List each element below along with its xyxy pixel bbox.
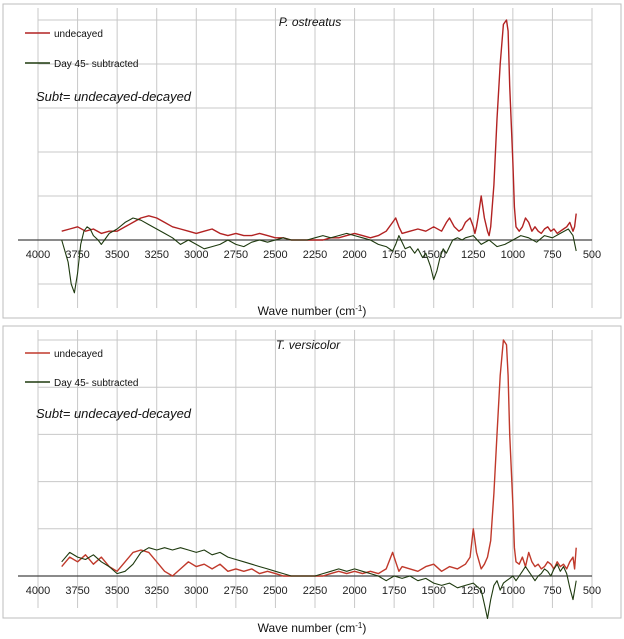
x-tick-label: 3000 bbox=[184, 585, 209, 597]
x-tick-label: 1000 bbox=[500, 249, 526, 261]
panel-frame bbox=[3, 326, 621, 618]
x-tick-label: 2500 bbox=[263, 249, 288, 261]
series-line-undecayed bbox=[62, 340, 577, 576]
legend bbox=[25, 349, 139, 389]
x-tick-label: 1750 bbox=[381, 585, 407, 597]
chart-title: P. ostreatus bbox=[278, 15, 342, 29]
x-tick-label: 1250 bbox=[461, 249, 486, 261]
x-tick-label: 2750 bbox=[223, 249, 249, 261]
legend-label: Day 45- subtracted bbox=[54, 59, 139, 70]
x-axis-label: Wave number $(cm^{-1})$ bbox=[257, 303, 367, 318]
legend-label: undecayed bbox=[54, 349, 103, 360]
x-tick-label: 3250 bbox=[144, 249, 169, 261]
x-tick-label: 3000 bbox=[184, 249, 209, 261]
legend-label: undecayed bbox=[54, 29, 103, 40]
x-tick-label: 4000 bbox=[25, 585, 51, 597]
x-tick-label: 1500 bbox=[421, 585, 446, 597]
x-tick-label: 2750 bbox=[223, 585, 249, 597]
x-tick-label: 2250 bbox=[302, 585, 328, 597]
x-tick-label: 500 bbox=[582, 249, 602, 261]
x-tick-label: 1750 bbox=[381, 249, 407, 261]
x-tick-label: 4000 bbox=[25, 249, 51, 261]
x-tick-label: 1250 bbox=[461, 585, 486, 597]
x-tick-label: 3500 bbox=[104, 249, 130, 261]
x-tick-label: 3750 bbox=[65, 249, 90, 261]
panel-frame bbox=[3, 4, 621, 318]
x-tick-label: 2000 bbox=[342, 585, 367, 597]
x-tick-label: 750 bbox=[543, 249, 562, 261]
series-line-undecayed bbox=[62, 20, 577, 240]
x-tick-label: 2000 bbox=[342, 249, 367, 261]
x-tick-label: 2250 bbox=[302, 249, 328, 261]
chart-panel-p-ostreatus bbox=[3, 4, 621, 318]
x-tick-label: 1500 bbox=[421, 249, 446, 261]
x-tick-label: 750 bbox=[543, 585, 562, 597]
x-tick-label: 500 bbox=[582, 585, 602, 597]
legend-label: Day 45- subtracted bbox=[54, 378, 139, 389]
x-axis-label: Wave number $(cm^{-1})$ bbox=[257, 620, 367, 635]
series-line-day45-subtracted bbox=[62, 548, 577, 619]
x-tick-label: 3250 bbox=[144, 585, 169, 597]
x-tick-label: 3500 bbox=[104, 585, 130, 597]
x-tick-label: 1000 bbox=[500, 585, 526, 597]
subtraction-annotation: Subt= undecayed-decayed bbox=[36, 406, 192, 421]
x-tick-label: 2500 bbox=[263, 585, 288, 597]
chart-panel-t-versicolor bbox=[3, 326, 621, 635]
x-tick-label: 3750 bbox=[65, 585, 90, 597]
chart-title: T. versicolor bbox=[275, 338, 341, 352]
subtraction-annotation: Subt= undecayed-decayed bbox=[36, 89, 192, 104]
